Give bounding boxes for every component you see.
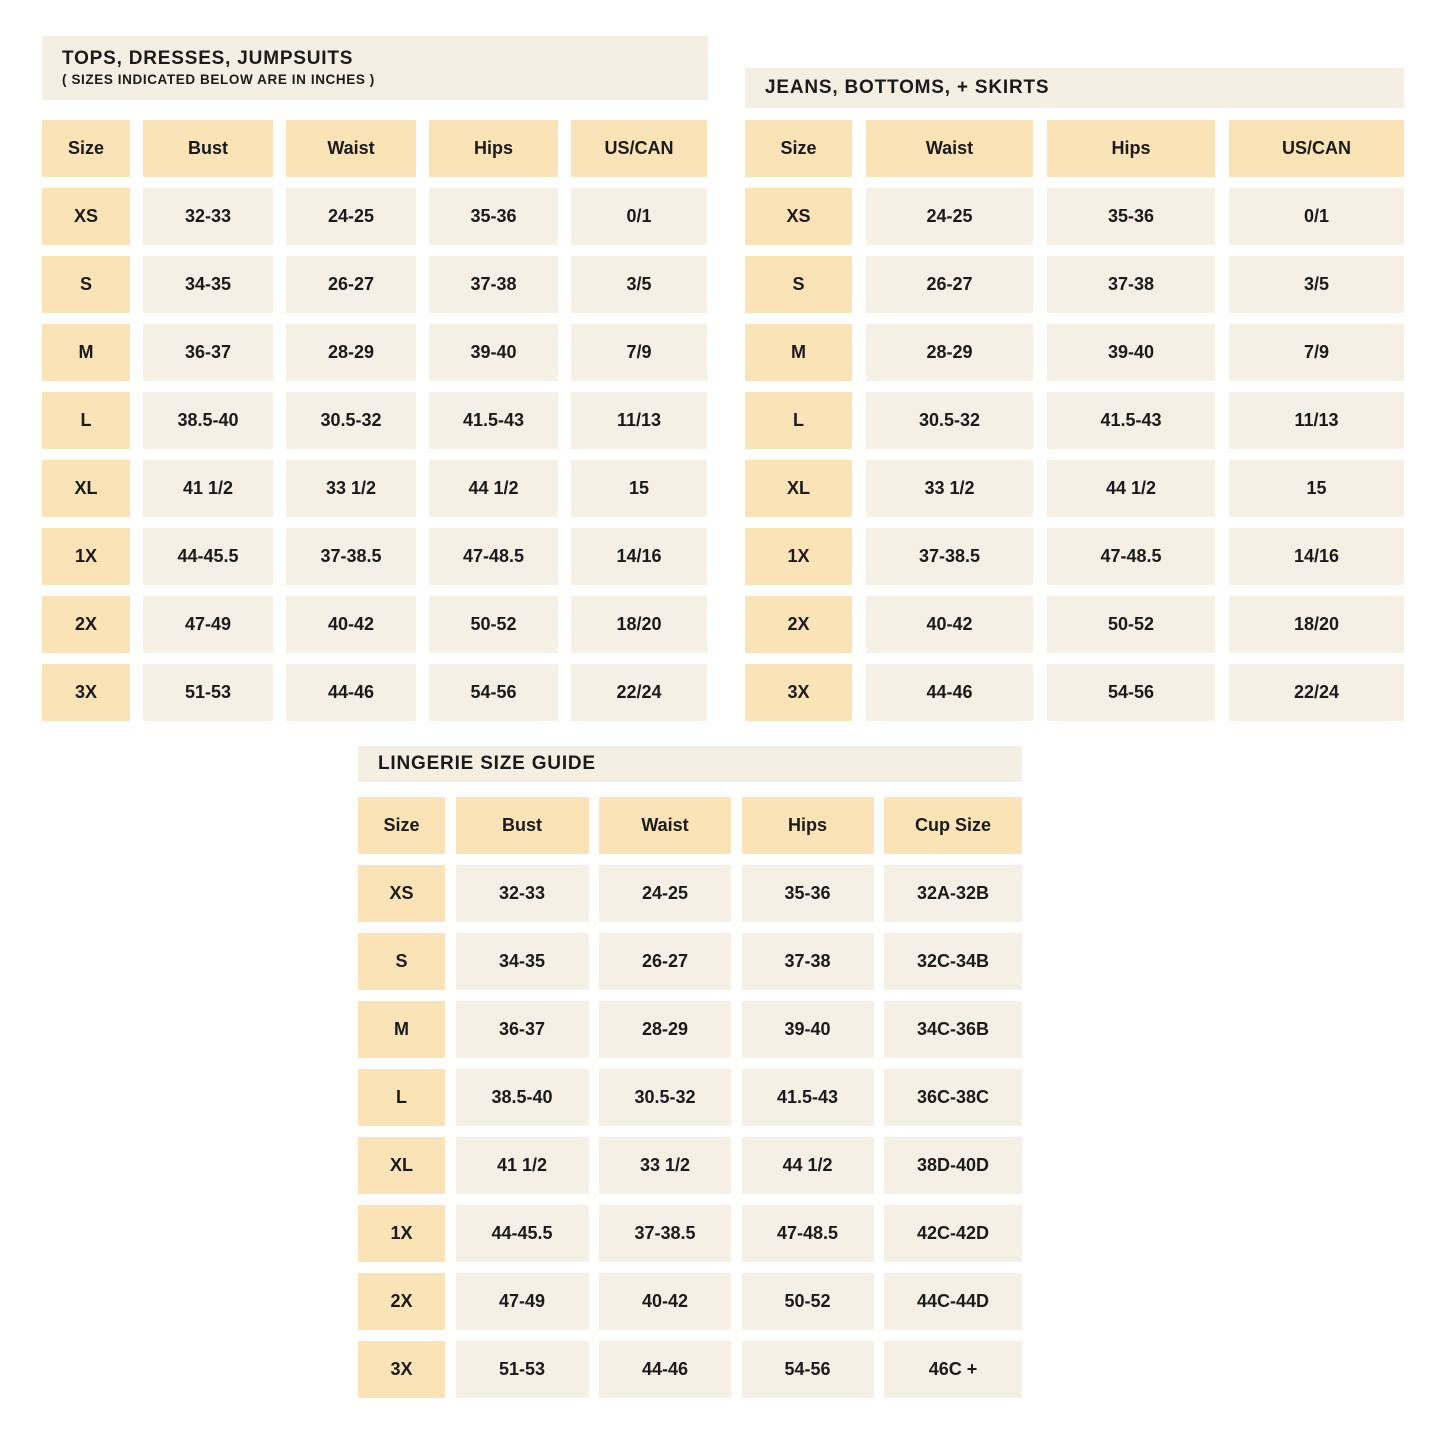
size-label-cell: S — [358, 933, 445, 990]
measurement-cell: 39-40 — [742, 1001, 874, 1058]
column-header-waist: Waist — [599, 797, 731, 854]
size-label-cell: S — [42, 256, 130, 313]
measurement-cell: 35-36 — [742, 865, 874, 922]
measurement-cell: 11/13 — [571, 392, 707, 449]
measurement-cell: 28-29 — [599, 1001, 731, 1058]
measurement-cell: 3/5 — [1229, 256, 1404, 313]
measurement-cell: 11/13 — [1229, 392, 1404, 449]
size-label-cell: 3X — [42, 664, 130, 721]
measurement-cell: 36-37 — [456, 1001, 589, 1058]
size-label-cell: M — [42, 324, 130, 381]
measurement-cell: 32A-32B — [884, 865, 1022, 922]
column-header-hips: Hips — [1047, 120, 1215, 177]
size-label-cell: XL — [358, 1137, 445, 1194]
table-grid — [358, 797, 1022, 1398]
size-label-cell: 1X — [358, 1205, 445, 1262]
measurement-cell: 37-38 — [429, 256, 558, 313]
measurement-cell: 37-38.5 — [286, 528, 416, 585]
measurement-cell: 44C-44D — [884, 1273, 1022, 1330]
measurement-cell: 0/1 — [571, 188, 707, 245]
measurement-cell: 40-42 — [866, 596, 1033, 653]
size-label-cell: S — [745, 256, 852, 313]
size-label-cell: XS — [745, 188, 852, 245]
measurement-cell: 41.5-43 — [742, 1069, 874, 1126]
size-label-cell: L — [358, 1069, 445, 1126]
measurement-cell: 44 1/2 — [429, 460, 558, 517]
column-header-waist: Waist — [866, 120, 1033, 177]
measurement-cell: 39-40 — [1047, 324, 1215, 381]
measurement-cell: 18/20 — [1229, 596, 1404, 653]
measurement-cell: 40-42 — [286, 596, 416, 653]
size-label-cell: 2X — [358, 1273, 445, 1330]
measurement-cell: 35-36 — [1047, 188, 1215, 245]
measurement-cell: 40-42 — [599, 1273, 731, 1330]
measurement-cell: 37-38 — [742, 933, 874, 990]
measurement-cell: 7/9 — [571, 324, 707, 381]
column-header-us-can: US/CAN — [571, 120, 707, 177]
measurement-cell: 37-38.5 — [599, 1205, 731, 1262]
table-title-bar — [42, 36, 708, 100]
size-label-cell: L — [745, 392, 852, 449]
size-label-cell: 1X — [745, 528, 852, 585]
column-header-us-can: US/CAN — [1229, 120, 1404, 177]
measurement-cell: 38D-40D — [884, 1137, 1022, 1194]
measurement-cell: 33 1/2 — [286, 460, 416, 517]
measurement-cell: 50-52 — [742, 1273, 874, 1330]
measurement-cell: 28-29 — [866, 324, 1033, 381]
size-label-cell: 3X — [358, 1341, 445, 1398]
column-header-waist: Waist — [286, 120, 416, 177]
column-header-hips: Hips — [742, 797, 874, 854]
measurement-cell: 3/5 — [571, 256, 707, 313]
measurement-cell: 44 1/2 — [742, 1137, 874, 1194]
measurement-cell: 30.5-32 — [866, 392, 1033, 449]
measurement-cell: 39-40 — [429, 324, 558, 381]
size-label-cell: XL — [745, 460, 852, 517]
column-header-bust: Bust — [456, 797, 589, 854]
measurement-cell: 33 1/2 — [599, 1137, 731, 1194]
measurement-cell: 44 1/2 — [1047, 460, 1215, 517]
size-label-cell: XS — [42, 188, 130, 245]
measurement-cell: 44-45.5 — [456, 1205, 589, 1262]
measurement-cell: 32-33 — [143, 188, 273, 245]
size-label-cell: XS — [358, 865, 445, 922]
measurement-cell: 15 — [1229, 460, 1404, 517]
measurement-cell: 30.5-32 — [286, 392, 416, 449]
measurement-cell: 47-48.5 — [429, 528, 558, 585]
measurement-cell: 30.5-32 — [599, 1069, 731, 1126]
measurement-cell: 50-52 — [1047, 596, 1215, 653]
measurement-cell: 44-46 — [599, 1341, 731, 1398]
column-header-size: Size — [358, 797, 445, 854]
measurement-cell: 42C-42D — [884, 1205, 1022, 1262]
measurement-cell: 41.5-43 — [429, 392, 558, 449]
table-grid — [745, 120, 1404, 721]
measurement-cell: 26-27 — [286, 256, 416, 313]
measurement-cell: 0/1 — [1229, 188, 1404, 245]
measurement-cell: 47-49 — [456, 1273, 589, 1330]
size-label-cell: 2X — [42, 596, 130, 653]
measurement-cell: 47-48.5 — [1047, 528, 1215, 585]
column-header-size: Size — [745, 120, 852, 177]
table-subtitle: ( SIZES INDICATED BELOW ARE IN INCHES ) — [62, 71, 375, 87]
measurement-cell: 51-53 — [456, 1341, 589, 1398]
measurement-cell: 50-52 — [429, 596, 558, 653]
lingerie-size-guide-table — [358, 746, 1022, 1398]
measurement-cell: 32C-34B — [884, 933, 1022, 990]
measurement-cell: 54-56 — [742, 1341, 874, 1398]
column-header-size: Size — [42, 120, 130, 177]
jeans-bottoms-skirts-table — [745, 68, 1404, 721]
measurement-cell: 46C + — [884, 1341, 1022, 1398]
size-label-cell: 1X — [42, 528, 130, 585]
measurement-cell: 24-25 — [599, 865, 731, 922]
size-label-cell: L — [42, 392, 130, 449]
tops-dresses-jumpsuits-table — [42, 36, 708, 721]
measurement-cell: 36C-38C — [884, 1069, 1022, 1126]
measurement-cell: 54-56 — [429, 664, 558, 721]
size-label-cell: 2X — [745, 596, 852, 653]
measurement-cell: 28-29 — [286, 324, 416, 381]
measurement-cell: 47-48.5 — [742, 1205, 874, 1262]
measurement-cell: 26-27 — [599, 933, 731, 990]
table-title: TOPS, DRESSES, JUMPSUITS — [62, 47, 354, 69]
measurement-cell: 32-33 — [456, 865, 589, 922]
measurement-cell: 51-53 — [143, 664, 273, 721]
measurement-cell: 41 1/2 — [456, 1137, 589, 1194]
measurement-cell: 36-37 — [143, 324, 273, 381]
measurement-cell: 44-45.5 — [143, 528, 273, 585]
measurement-cell: 14/16 — [1229, 528, 1404, 585]
measurement-cell: 35-36 — [429, 188, 558, 245]
measurement-cell: 33 1/2 — [866, 460, 1033, 517]
table-title-bar — [358, 746, 1022, 782]
measurement-cell: 18/20 — [571, 596, 707, 653]
measurement-cell: 34C-36B — [884, 1001, 1022, 1058]
column-header-hips: Hips — [429, 120, 558, 177]
size-label-cell: XL — [42, 460, 130, 517]
measurement-cell: 41.5-43 — [1047, 392, 1215, 449]
table-grid — [42, 120, 708, 721]
measurement-cell: 34-35 — [143, 256, 273, 313]
measurement-cell: 54-56 — [1047, 664, 1215, 721]
measurement-cell: 38.5-40 — [143, 392, 273, 449]
measurement-cell: 15 — [571, 460, 707, 517]
measurement-cell: 44-46 — [286, 664, 416, 721]
column-header-cup-size: Cup Size — [884, 797, 1022, 854]
size-label-cell: M — [745, 324, 852, 381]
size-label-cell: 3X — [745, 664, 852, 721]
measurement-cell: 24-25 — [866, 188, 1033, 245]
measurement-cell: 44-46 — [866, 664, 1033, 721]
measurement-cell: 7/9 — [1229, 324, 1404, 381]
measurement-cell: 22/24 — [1229, 664, 1404, 721]
measurement-cell: 22/24 — [571, 664, 707, 721]
measurement-cell: 14/16 — [571, 528, 707, 585]
measurement-cell: 26-27 — [866, 256, 1033, 313]
table-title: JEANS, BOTTOMS, + SKIRTS — [765, 76, 1050, 98]
column-header-bust: Bust — [143, 120, 273, 177]
measurement-cell: 37-38.5 — [866, 528, 1033, 585]
measurement-cell: 24-25 — [286, 188, 416, 245]
measurement-cell: 34-35 — [456, 933, 589, 990]
table-title: LINGERIE SIZE GUIDE — [378, 752, 596, 774]
table-title-bar — [745, 68, 1404, 108]
measurement-cell: 37-38 — [1047, 256, 1215, 313]
measurement-cell: 38.5-40 — [456, 1069, 589, 1126]
measurement-cell: 47-49 — [143, 596, 273, 653]
measurement-cell: 41 1/2 — [143, 460, 273, 517]
size-label-cell: M — [358, 1001, 445, 1058]
